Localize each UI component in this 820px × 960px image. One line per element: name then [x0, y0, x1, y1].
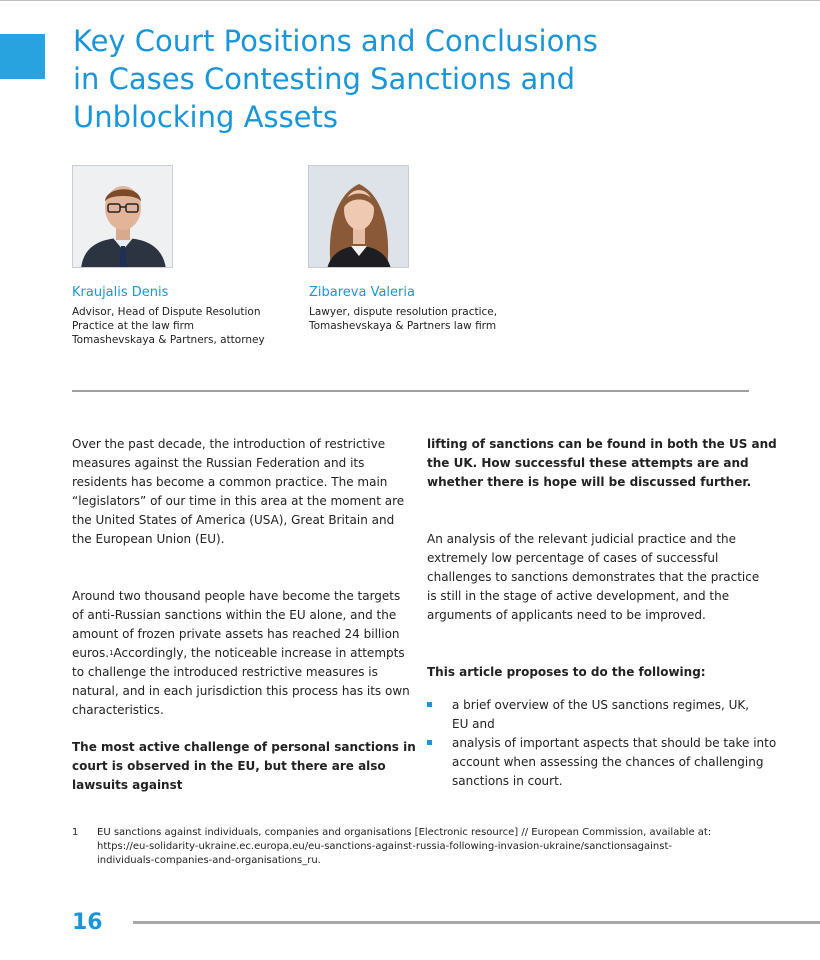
text-line: “legislators” of our time in this area at the moment are: [72, 494, 405, 508]
text-line: characteristics.: [72, 703, 164, 717]
text-line: arguments of applicants need to be improved.: [427, 608, 706, 622]
author-name: Kraujalis Denis: [72, 285, 169, 300]
author-role-line: Practice at the law firm: [72, 320, 194, 332]
bullet-square-icon: [427, 740, 432, 745]
title-line: in Cases Contesting Sanctions and: [73, 62, 576, 96]
bullet-square-icon: [427, 702, 432, 707]
text-line: court is observed in the EU, but there are also: [72, 759, 386, 773]
paragraph: [72, 587, 410, 720]
footer-rule: [133, 921, 820, 924]
text-line: [72, 644, 405, 663]
text-line: lawsuits against: [72, 778, 183, 792]
paragraph: [427, 530, 760, 625]
text-fragment: euros.: [72, 646, 110, 660]
author-card-denis: [72, 285, 302, 347]
title-line: Unblocking Assets: [73, 100, 338, 134]
author-photo-denis: [72, 165, 173, 268]
page-number: 16: [72, 910, 103, 935]
text-fragment: Accordingly, the noticeable increase in attempts: [113, 646, 405, 660]
text-line: the UK. How successful these attempts are and: [427, 456, 749, 470]
paragraph-bold: [72, 738, 416, 795]
text-line: EU sanctions against individuals, companies and organisations [Electronic resource] // European Commission, available at:: [97, 827, 712, 838]
body-column-left: [72, 435, 416, 795]
text-line: amount of frozen private assets has reached 24 billion: [72, 627, 400, 641]
body-column-right: [427, 435, 777, 791]
text-line: An analysis of the relevant judicial practice and the: [427, 532, 737, 546]
text-line: measures against the Russian Federation and its: [72, 456, 365, 470]
section-divider: [72, 390, 749, 392]
text-line: analysis of important aspects that should be take into: [452, 736, 777, 750]
footnote-text: [97, 826, 752, 868]
author-role: [309, 305, 539, 333]
title-line: Key Court Positions and Conclusions: [73, 24, 598, 58]
paragraph-bold: [427, 435, 777, 492]
text-line: natural, and in each jurisdiction this process has its own: [72, 684, 410, 698]
text-line: challenges to sanctions demonstrates that the practice: [427, 570, 760, 584]
footnote-link[interactable]: https://eu-solidarity-ukraine.ec.europa.eu/eu-sanctions-against-russia-following-invasion-ukraine/sanctionsagainst-: [97, 841, 672, 852]
top-rule: [0, 0, 820, 1]
accent-square: [0, 34, 45, 79]
author-role-line: Tomashevskaya & Partners law firm: [309, 320, 497, 332]
text-line: individuals-companies-and-organisations_ru.: [97, 855, 321, 866]
author-role-line: Advisor, Head of Dispute Resolution: [72, 306, 261, 318]
text-line: Over the past decade, the introduction of restrictive: [72, 437, 386, 451]
text-line: EU and: [452, 717, 495, 731]
list-item: [427, 734, 777, 791]
footnote-number: 1: [72, 827, 79, 838]
author-photo-valeria: [308, 165, 409, 268]
author-role: [72, 305, 302, 347]
author-role-line: Tomashevskaya & Partners, attorney: [72, 334, 265, 346]
author-name: Zibareva Valeria: [309, 285, 415, 300]
text-line: whether there is hope will be discussed further.: [427, 475, 752, 489]
text-line: lifting of sanctions can be found in both the US and: [427, 437, 777, 451]
text-line: of anti-Russian sanctions within the EU alone, and the: [72, 608, 397, 622]
text-line: account when assessing the chances of challenging: [452, 755, 764, 769]
paragraph-bold: [427, 663, 749, 682]
page-title: [73, 22, 633, 136]
author-card-valeria: [309, 285, 539, 333]
text-line: The most active challenge of personal sanctions in: [72, 740, 416, 754]
bullet-list: [427, 696, 777, 791]
text-line: extremely low percentage of cases of successful: [427, 551, 719, 565]
text-line: Around two thousand people have become the targets: [72, 589, 401, 603]
text-line: the European Union (EU).: [72, 532, 225, 546]
author-role-line: Lawyer, dispute resolution practice,: [309, 306, 498, 318]
text-line: a brief overview of the US sanctions regimes, UK,: [452, 698, 750, 712]
text-line: residents has become a common practice. The main: [72, 475, 388, 489]
footnote-ref[interactable]: 1: [109, 649, 114, 657]
text-line: sanctions in court.: [452, 774, 563, 788]
footnote: [72, 826, 752, 868]
text-line: the United States of America (USA), Great Britain and: [72, 513, 395, 527]
text-line: is still in the stage of active development, and the: [427, 589, 730, 603]
list-item: [427, 696, 749, 734]
paragraph: [72, 435, 405, 549]
text-line: This article proposes to do the following:: [427, 665, 706, 679]
text-line: to challenge the introduced restrictive measures is: [72, 665, 378, 679]
